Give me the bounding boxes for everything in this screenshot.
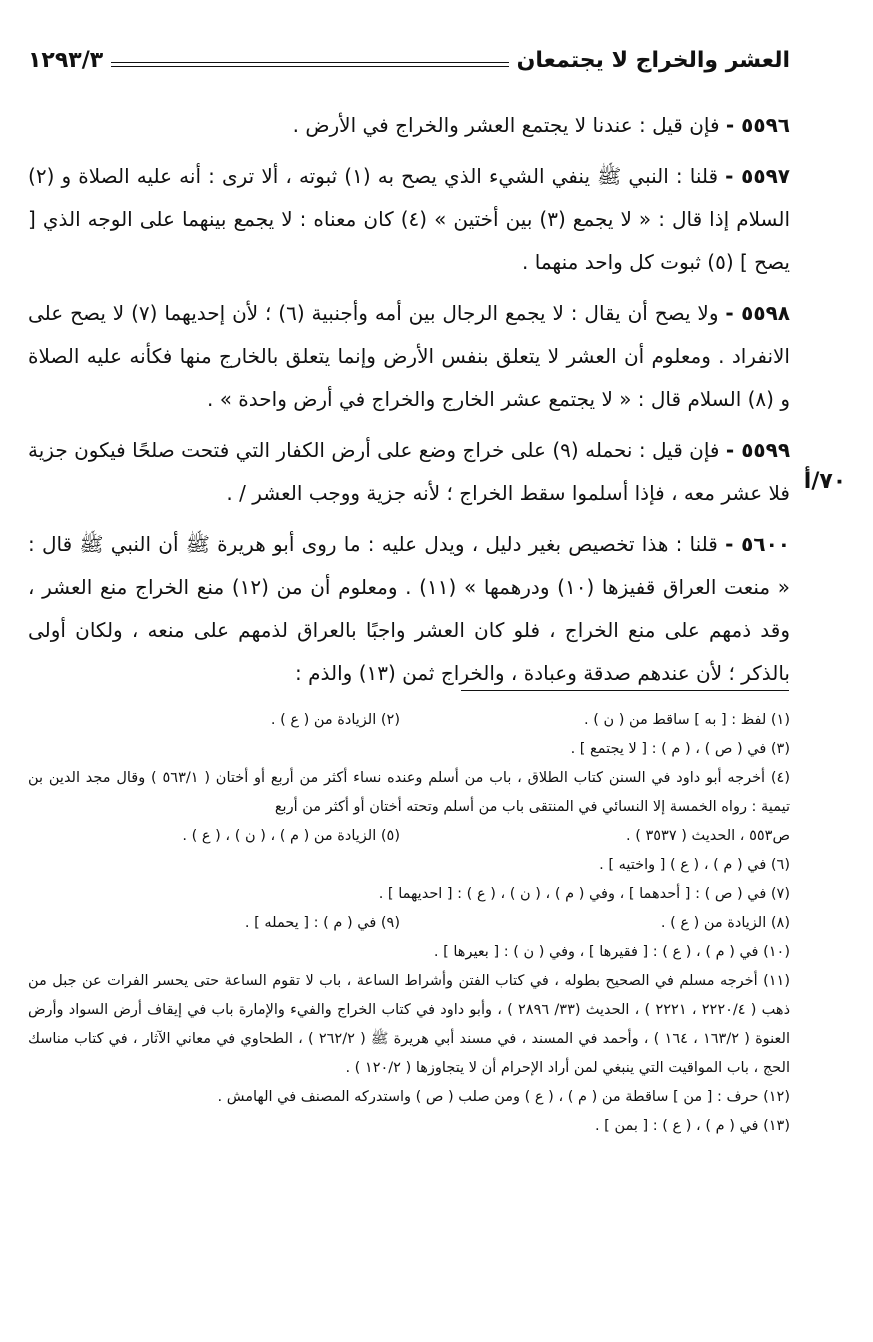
- page-number: ١٢٩٣/٣: [28, 47, 104, 73]
- footnotes: [28, 706, 790, 1141]
- footnote-8: (٨) الزيادة من ( ع ) .: [660, 915, 790, 931]
- main-text: [28, 104, 790, 703]
- footnote-5: (٥) الزيادة من ( م ) ، ( ن ) ، ( ع ) .: [182, 828, 400, 844]
- paragraph-text: قلنا : النبي ﷺ ينفي الشيء الذي يصح به (١) ثبوته ، ألا ترى : أنه عليه الصلاة و (٢) السلام إذا قال : « لا يجمع (٣) بين أختين » (٤) كان معناه : لا يجمع بينهما على الوجه الذي [ يصح ] (٥) ثبوت كل واحد منهما .: [28, 164, 791, 274]
- header-rule: [111, 62, 508, 67]
- footnote-10: (١٠) في ( م ) ، ( ع ) : [ فقيرها ] ، وفي ( ن ) : [ بعيرها ] .: [433, 944, 790, 960]
- footnote-12: (١٢) حرف : [ من ] ساقطة من ( م ) ، ( ع ) ومن صلب ( ص ) واستدركه المصنف في الهامش .: [217, 1089, 790, 1105]
- footnote-9: (٩) في ( م ) : [ يحمله ] .: [244, 915, 400, 931]
- footnote-1: (١) لفظ : [ به ] ساقط من ( ن ) .: [584, 712, 790, 728]
- footnote-13: (١٣) في ( م ) ، ( ع ) : [ بمن ] .: [594, 1118, 790, 1134]
- footnote-4: (٤) أخرجه أبو داود في السنن كتاب الطلاق ، باب من أسلم وعنده نساء أكثر من أربع أو أختان ( ٥٦٣/١ ) وقال مجد الدين بن تيمية : رواه الخمسة إلا النسائي في المنتقى باب من أسلم وتحته أختان أو أكثر من أربع: [28, 770, 790, 815]
- chapter-title: العشر والخراج لا يجتمعان: [516, 47, 790, 73]
- paragraph-number: ٥٥٩٨ -: [725, 301, 790, 325]
- paragraph-number: ٥٦٠٠ -: [725, 532, 790, 556]
- footnote-row: [28, 909, 790, 938]
- footnote-11: (١١) أخرجه مسلم في الصحيح بطوله ، في كتاب الفتن وأشراط الساعة ، باب لا تقوم الساعة حتى يحسر الفرات عن جبل من ذهب ( ٢٢٢٠/٤ ، ٢٢٢١ ) ، الحديث (٣٣/ ٢٨٩٦ ) ، وأبو داود في كتاب الخراج والفيء والإمارة باب في إيقاف أرض السواد وأرض العنوة ( ١٦٣/٢ ، ١٦٤ ) ، وأحمد في المسند ، في مسند أبي هريرة ﷺ ( ٢٦٢/٢ ) ، الطحاوي في معاني الآثار ، في كتاب مناسك الحج ، باب المواقيت التي ينبغي لمن أراد الإحرام أن لا يتجاوزها ( ١٢٠/٢ ) .: [28, 973, 791, 1076]
- paragraph-text: فإن قيل : نحمله (٩) على خراج وضع على أرض الكفار التي فتحت صلحًا فيكون جزية فلا عشر معه ، فإذا أسلموا سقط الخراج ؛ لأنه جزية ووجب العشر / .: [28, 438, 790, 505]
- footnote-2: (٢) الزيادة من ( ع ) .: [270, 712, 400, 728]
- paragraph-5598: [28, 292, 790, 421]
- paragraph-5597: [28, 155, 790, 284]
- paragraph-number: ٥٥٩٧ -: [725, 164, 790, 188]
- footnote-row: [28, 706, 790, 735]
- paragraph-text: قلنا : هذا تخصيص بغير دليل ، ويدل عليه : ما روى أبو هريرة ﷺ أن النبي ﷺ قال : « منعت العراق قفيزها (١٠) ودرهمها » (١١) . ومعلوم أن من (١٢) منع الخراج منع العشر ، وقد ذمهم على منع الخراج ، فلو كان العشر واجبًا بالعراق لذمهم على منعه ، ولكان أولى بالذكر ؛ لأن عندهم صدقة وعبادة ، والخراج ثمن (١٣) والذم :: [28, 532, 791, 685]
- footnote-row: [28, 822, 790, 851]
- footnote-separator: [461, 690, 789, 691]
- paragraph-5596: [28, 104, 790, 147]
- paragraph-5600: [28, 523, 790, 695]
- paragraph-number: ٥٥٩٩ -: [725, 438, 791, 462]
- margin-folio-note: ٧٠/أ: [803, 469, 847, 494]
- running-header: [28, 38, 790, 82]
- paragraph-text: ولا يصح أن يقال : لا يجمع الرجال بين أمه وأجنبية (٦) ؛ لأن إحديهما (٧) لا يصح على الانفراد . ومعلوم أن العشر لا يتعلق بنفس الأرض وإنما يتعلق بالخارج منها فكأنه عليه الصلاة و (٨) السلام قال : « لا يجتمع عشر الخارج والخراج في أرض واحدة » .: [28, 301, 790, 411]
- footnote-6: (٦) في ( م ) ، ( ع ) [ واختيه ] .: [599, 857, 790, 873]
- footnote-3: (٣) في ( ص ) ، ( م ) : [ لا يجتمع ] .: [570, 741, 790, 757]
- footnote-4-end: ص٥٥٣ ، الحديث ( ٣٥٣٧ ) .: [625, 828, 790, 844]
- paragraph-number: ٥٥٩٦ -: [725, 113, 790, 137]
- footnote-7: (٧) في ( ص ) : [ أحدهما ] ، وفي ( م ) ، ( ن ) ، ( ع ) : [ احديهما ] .: [378, 886, 790, 902]
- paragraph-text: فإن قيل : عندنا لا يجتمع العشر والخراج في الأرض .: [292, 113, 726, 137]
- paragraph-5599: [28, 429, 790, 515]
